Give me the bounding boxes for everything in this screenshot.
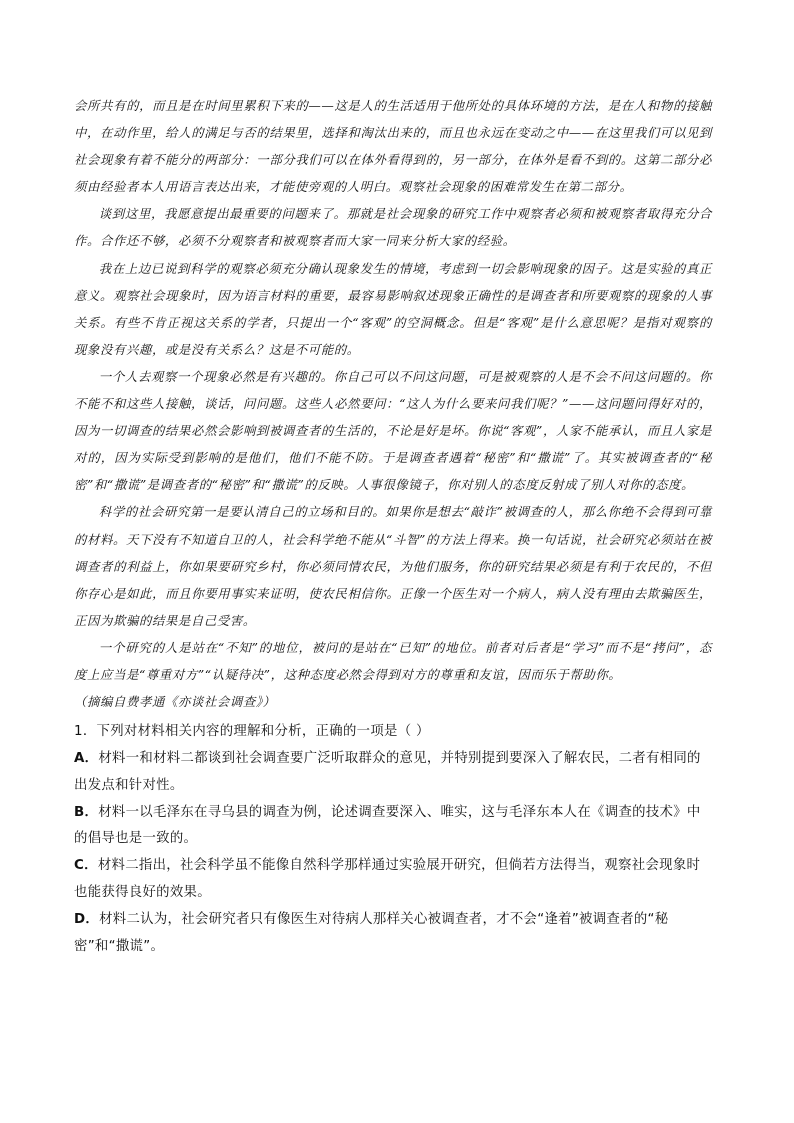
option-a-label: A． — [74, 750, 99, 766]
question-stem: 1．下列对材料相关内容的理解和分析，正确的一项是（ ） — [74, 724, 430, 740]
passage-paragraph-6: 一个研究的人是站在“不知”的地位，被问的是站在“已知”的地位。前者对后者是“学习”而不是“拷问”，态度上应当是“尊重对方”“认疑待决”，这种态度必然会得到对方的尊重和友谊，因而乐于帮助你。 — [74, 639, 712, 682]
passage-paragraph-5: 科学的社会研究第一是要认清自己的立场和目的。如果你是想去“敲诈”被调查的人，那么你绝不会得到可靠的材料。天下没有不知道自卫的人，社会科学绝不能从“斗智”的方法上得来。换一句话说，社会研究必须站在被调查者的利益上，你如果要研究乡村，你必须同情农民，为他们服务，你的研究结果必须是有利于农民的，不但你存心是如此，而且你要用事实来证明，使农民相信你。正像一个医生对一个病人，病人没有理由去欺骗医生，正因为欺骗的结果是自己受害。 — [74, 504, 712, 628]
option-d-text: 材料二认为，社会研究者只有像医生对待病人那样关心被调查者，才不会“逢着”被调查者的“秘密”和“撒谎”。 — [74, 911, 669, 954]
passage-paragraph-1: 会所共有的，而且是在时间里累积下来的——这是人的生活适用于他所处的具体环境的方法，是在人和物的接触中，在动作里，给人的满足与否的结果里，选择和淘汰出来的，而且也永远在变动之中——在这里我们可以见到社会现象有着不能分的两部分：一部分我们可以在体外看得到的，另一部分，在体外是看不到的。这第二部分必须由经验者本人用语言表达出来，才能使旁观的人明白。观察社会现象的困难常发生在第二部分。 — [74, 98, 712, 195]
option-b — [74, 800, 712, 854]
option-c-label: C． — [74, 858, 98, 874]
option-a — [74, 746, 712, 800]
question-1 — [74, 719, 712, 960]
passage-paragraph-3: 我在上边已说到科学的观察必须充分确认现象发生的情境，考虑到一切会影响现象的因子。这是实验的真正意义。观察社会现象时，因为语言材料的重要，最容易影响叙述现象正确性的是调查者和所要观察的现象的人事关系。有些不肯正视这关系的学者，只提出一个“客观”的空洞概念。但是“客观”是什么意思呢？是指对观察的现象没有兴趣，或是没有关系么？这是不可能的。 — [74, 260, 712, 357]
passage-paragraph-4: 一个人去观察一个现象必然是有兴趣的。你自己可以不问这问题，可是被观察的人是不会不问这问题的。你不能不和这些人接触，谈话，问问题。这些人必然要问：“这人为什么要来问我们呢？”——这问题问得好对的，因为一切调查的结果必然会影响到被调查者的生活的，不论是好是坏。你说“客观”，人家不能承认，而且人家是对的，因为实际受到影响的是他们，他们不能不防。于是调查者遇着“秘密”和“撒谎”了。其实被调查者的“秘密”和“撒谎”是调查者的“秘密”和“撒谎”的反映。人事很像镜子，你对别人的态度反射成了别人对你的态度。 — [74, 368, 712, 493]
passage-paragraph-2: 谈到这里，我愿意提出最重要的问题来了。那就是社会现象的研究工作中观察者必须和被观察者取得充分合作。合作还不够，必须不分观察者和被观察者而大家一同来分析大家的经验。 — [74, 206, 712, 249]
option-b-text: 材料一以毛泽东在寻乌县的调查为例，论述调查要深入、唯实，这与毛泽东本人在《调查的技术》中的倡导也是一致的。 — [74, 804, 701, 847]
option-a-text: 材料一和材料二都谈到社会调查要广泛听取群众的意见，并特别提到要深入了解农民，二者有相同的出发点和针对性。 — [74, 750, 701, 793]
passage-source: （摘编自费孝通《亦谈社会调查》） — [74, 694, 276, 710]
option-d — [74, 907, 712, 961]
option-c-text: 材料二指出，社会科学虽不能像自然科学那样通过实验展开研究，但倘若方法得当，观察社会现象时也能获得良好的效果。 — [74, 858, 701, 900]
option-c — [74, 853, 712, 907]
option-b-label: B． — [74, 804, 99, 820]
option-d-label: D． — [74, 911, 100, 927]
reading-passage — [74, 92, 712, 715]
